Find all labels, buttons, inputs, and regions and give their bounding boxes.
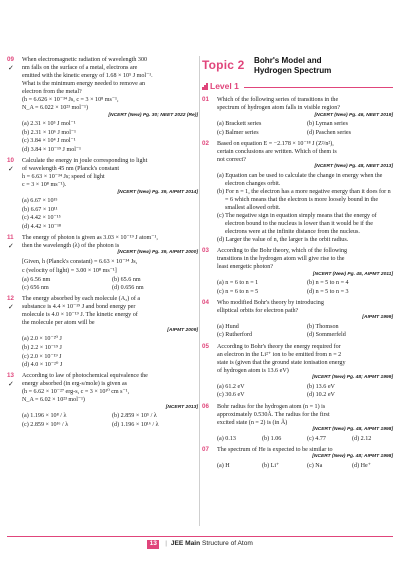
answer-option[interactable]: (a) H bbox=[217, 462, 230, 469]
level-bars-icon bbox=[202, 83, 208, 90]
answer-option[interactable]: (a) 2.0 × 10⁻²⁰ J bbox=[22, 336, 62, 343]
answer-option[interactable]: (d) 3.84 × 10⁻¹⁹ J mol⁻¹ bbox=[22, 146, 81, 153]
question-text-line: Based on equation E = −2.178 × 10⁻¹⁸ J (Z²/n²), bbox=[217, 140, 334, 147]
right-column bbox=[202, 56, 393, 473]
question-text-line: According to the Bohr theory, which of the following bbox=[217, 248, 348, 255]
question-text-line: excited state (n = 2) is (in Å) bbox=[217, 419, 288, 426]
answer-options bbox=[22, 412, 198, 429]
question bbox=[202, 403, 393, 443]
footer-separator: | bbox=[165, 540, 167, 547]
checkmark-icon: ✓ bbox=[8, 64, 14, 72]
topic-header bbox=[202, 56, 393, 78]
question-text-line: Which of the following series of transitions in the bbox=[217, 97, 339, 103]
question-number: 09 bbox=[7, 56, 14, 63]
answer-option[interactable]: (c) Rutherford bbox=[217, 332, 253, 339]
answer-options bbox=[22, 120, 198, 154]
right-questions bbox=[202, 96, 393, 470]
question bbox=[202, 446, 393, 470]
checkmark-icon: ✓ bbox=[8, 165, 14, 173]
answer-option[interactable]: (b) 65.6 nm bbox=[112, 276, 141, 283]
question-reference: [NCERT (New) Pg. 48, AIPMT 1998] bbox=[312, 427, 393, 433]
question bbox=[7, 56, 198, 154]
question bbox=[202, 299, 393, 340]
answer-options bbox=[217, 120, 393, 137]
answer-option[interactable]: (a) Equation can be used to calculate the change in energy when the electron changes orbit. bbox=[217, 172, 383, 187]
answer-options bbox=[217, 383, 393, 400]
column-divider bbox=[199, 56, 200, 526]
answer-options bbox=[217, 435, 393, 443]
answer-option[interactable]: (c) 2.0 × 10⁻¹⁹ J bbox=[22, 353, 62, 360]
answer-option[interactable]: (c) 656 nm bbox=[22, 285, 49, 292]
question-text-line: c = 3 × 10⁸ ms⁻¹). bbox=[22, 182, 67, 189]
question-number: 01 bbox=[202, 96, 209, 103]
question-text-line: spectrum of hydrogen atom falls in visible region? bbox=[217, 105, 341, 112]
question bbox=[7, 295, 198, 369]
answer-option[interactable]: (c) Balmer series bbox=[217, 129, 259, 136]
question-text-line: nm falls on the surface of a metal, electrons are bbox=[22, 65, 138, 72]
answer-option[interactable]: (d) 2.12 bbox=[352, 435, 372, 442]
question-text-line: molecule is 4.0 × 10⁻¹⁹ J. The kinetic energy of bbox=[22, 312, 138, 319]
question-text-line: N_A = 6.02 × 10²³ mol⁻¹) bbox=[22, 397, 85, 404]
question-text-line: approximately 0.530Å. The radius for the first bbox=[217, 411, 330, 418]
question-text-line: emitted with the kinetic energy of 1.68 × 10⁵ J mol⁻¹. bbox=[22, 73, 153, 80]
answer-option[interactable]: (d) 0.656 nm bbox=[112, 285, 144, 292]
question-text-line: elliptical orbits for electron path? bbox=[217, 307, 299, 314]
question-reference: [NCERT (New) Pg. 48; AIPMT 1998] bbox=[312, 454, 393, 460]
left-column bbox=[7, 56, 198, 432]
answer-option[interactable]: (c) 4.77 bbox=[307, 435, 326, 442]
answer-option[interactable]: (b) Lyman series bbox=[307, 121, 348, 128]
question-text-line: Who modified Bohr's theory by introducing bbox=[217, 299, 324, 306]
question-text-line: The energy of photon is given as 3.03 × 10⁻¹⁹ J atom⁻¹, bbox=[22, 234, 158, 241]
answer-option[interactable]: (b) Li⁺ bbox=[262, 462, 280, 469]
topic-title bbox=[254, 56, 331, 76]
question-reference: [NCERT 2013] bbox=[165, 404, 198, 410]
question-reference: [AIPMT 1999] bbox=[362, 315, 393, 321]
question bbox=[7, 234, 198, 292]
answer-option[interactable]: (c) n = 6 to n = 5 bbox=[217, 288, 259, 295]
question-text-line: (h = 6.626 × 10⁻³⁴ Js, c = 3 × 10⁸ ms⁻¹, bbox=[22, 97, 119, 104]
question-text-line: h = 6.63 × 10⁻³⁴ Js; speed of light bbox=[22, 174, 105, 181]
answer-option[interactable]: (b) 1.06 bbox=[262, 435, 282, 442]
question bbox=[7, 372, 198, 429]
question-given-line: [Given, h (Planck's constant) = 6.63 × 10⁻³⁴ Js, bbox=[22, 258, 138, 265]
question-text-line: certain conclusions are written. Which of them is bbox=[217, 148, 337, 155]
question-text-line: the molecule per atom will be bbox=[22, 320, 95, 327]
question-reference: [NCERT (New) Pg. 48, NEET 2013] bbox=[314, 164, 393, 170]
question-text-line: least energetic photon? bbox=[217, 264, 274, 271]
question-text-line: of wavelength 45 nm (Planck's constant bbox=[22, 166, 120, 173]
answer-options bbox=[217, 323, 393, 340]
question-reference: [NCERT (New) Pg. 39, AIPMT 2000] bbox=[117, 250, 198, 256]
answer-statements bbox=[217, 172, 393, 244]
question-number: 06 bbox=[202, 402, 209, 410]
answer-options bbox=[22, 335, 198, 369]
question bbox=[202, 96, 393, 137]
question-text-line: When electromagnetic radiation of wavelength 300 bbox=[22, 57, 148, 63]
question-reference: [NCERT (New) Pg. 30; NEET 2022 (Re)] bbox=[108, 112, 198, 118]
answer-option[interactable]: (c) 30.6 eV bbox=[217, 392, 245, 399]
answer-option[interactable]: (b) 2.31 × 10⁶ J mol⁻¹ bbox=[22, 129, 76, 136]
question-text-line: electron from the metal? bbox=[22, 89, 82, 96]
answer-option[interactable]: (b) n = 5 to n = 4 bbox=[307, 280, 349, 287]
answer-option[interactable]: (d) 10.2 eV bbox=[307, 392, 335, 399]
question-text-line: then the wavelength (λ) of the photon is bbox=[22, 242, 120, 249]
topic-title-line1: Bohr's Model and bbox=[254, 56, 322, 65]
question-text-line: transitions in the hydrogen atom will give rise to the bbox=[217, 256, 345, 263]
question-text-line: Calculate the energy in joule corresponding to light bbox=[22, 158, 148, 164]
chapter-title: Structure of Atom bbox=[201, 540, 253, 547]
answer-option[interactable]: (d) Sommerfeld bbox=[307, 332, 346, 339]
answer-option[interactable]: (b) 2.859 × 10⁵ / λ bbox=[112, 413, 157, 420]
question-number: 10 bbox=[7, 157, 14, 164]
question-number: 07 bbox=[202, 445, 209, 453]
answer-option[interactable]: (a) 2.31 × 10⁵ J mol⁻¹ bbox=[22, 121, 76, 128]
answer-option[interactable]: (a) 6.56 nm bbox=[22, 276, 51, 283]
answer-option[interactable]: (d) 4.42 × 10⁻¹⁸ bbox=[22, 223, 62, 230]
question bbox=[202, 140, 393, 244]
answer-option[interactable]: (a) Brackett series bbox=[217, 121, 262, 128]
answer-options bbox=[22, 197, 198, 231]
footer-rule bbox=[7, 536, 393, 537]
book-title: JEE Main bbox=[170, 540, 201, 547]
checkmark-icon: ✓ bbox=[8, 241, 14, 250]
answer-option[interactable]: (a) 1.196 × 10⁸ / λ bbox=[22, 413, 67, 420]
question-number: 13 bbox=[7, 372, 14, 380]
answer-option[interactable]: (c) The negative sign in equation simply means that the energy of electron bound to the nucleus is lower than it would be if the electrons were at the infinite distance from the nucleus. bbox=[217, 212, 377, 235]
answer-option[interactable]: (c) 3.84 × 10⁴ J mol⁻¹ bbox=[22, 138, 76, 145]
question-number: 02 bbox=[202, 139, 209, 147]
question bbox=[7, 157, 198, 231]
question-reference: [NCERT (New) Pg. 48; AIPMT 1999] bbox=[312, 375, 393, 381]
answer-option[interactable]: (a) 61.2 eV bbox=[217, 383, 245, 390]
question-number: 11 bbox=[7, 233, 14, 241]
question-text-line: The spectrum of He is expected to be similar to bbox=[217, 446, 333, 453]
question-given-line: c (velocity of light) = 3.00 × 10⁸ ms⁻¹] bbox=[22, 267, 117, 274]
level-label: Level 1 bbox=[210, 81, 239, 91]
answer-option[interactable]: (b) 2.2 × 10⁻¹⁹ J bbox=[22, 344, 62, 351]
question bbox=[202, 343, 393, 400]
answer-option[interactable]: (c) Na bbox=[307, 462, 323, 469]
level-header bbox=[202, 81, 393, 93]
answer-option[interactable]: (a) 6.67 × 10¹⁵ bbox=[22, 198, 58, 205]
answer-option[interactable]: (b) Thomson bbox=[307, 323, 339, 330]
question-text-line: What is the minimum energy needed to remove an bbox=[22, 81, 146, 88]
question-text-line: an electron in the Li²⁺ ion to be emitted from n = 2 bbox=[217, 351, 342, 358]
question-text-line: of hydrogen atom is 13.6 eV) bbox=[217, 367, 289, 374]
question-text-line: According to Bohr's theory the energy required for bbox=[217, 343, 341, 350]
answer-option[interactable]: (a) Hund bbox=[217, 323, 239, 330]
answer-option[interactable]: (d) He⁺ bbox=[352, 462, 371, 469]
topic-title-line2: Hydrogen Spectrum bbox=[254, 66, 332, 76]
answer-options bbox=[217, 462, 393, 470]
answer-option[interactable]: (b) For n = 1, the electron has a more negative energy than it does for n = 6 which means that the electron is more loosely bound in the smallest allowed orbit. bbox=[217, 188, 391, 211]
question-reference: [NCERT (New) Pg. 39, AIPMT 2014] bbox=[117, 189, 198, 195]
answer-option[interactable]: (c) 2.859 × 10¹⁶ / λ bbox=[22, 421, 69, 428]
answer-option[interactable]: (c) 4.42 × 10⁻¹⁵ bbox=[22, 215, 61, 222]
page-footer bbox=[0, 540, 400, 552]
question-text-line: state is (given that the ground state ionisation energy bbox=[217, 359, 346, 366]
checkmark-icon: ✓ bbox=[8, 303, 14, 312]
answer-option[interactable]: (d) Paschen series bbox=[307, 129, 351, 136]
topic-tag: Topic 2 bbox=[202, 58, 245, 72]
question-reference: [NCERT (New) Pg. 46, NEET 2019] bbox=[314, 112, 393, 118]
question-text-line: not correct? bbox=[217, 156, 246, 163]
question-text-line: energy absorbed (in erg-s/mole) is given as bbox=[22, 381, 128, 388]
answer-option[interactable]: (d) 4.0 × 10⁻²⁰ J bbox=[22, 362, 63, 369]
page-number: 13 bbox=[147, 540, 159, 549]
question bbox=[202, 247, 393, 296]
answer-options bbox=[217, 279, 393, 296]
answer-option[interactable]: (d) n = 5 to n = 3 bbox=[307, 288, 349, 295]
question-reference: [AIPMT 2009] bbox=[167, 327, 198, 333]
question-text-line: N_A = 6.022 × 10²³ mol⁻¹) bbox=[22, 105, 89, 112]
question-text-line: The energy absorbed by each molecule (A₂) of a bbox=[22, 296, 141, 303]
answer-option[interactable]: (b) 13.6 eV bbox=[307, 383, 335, 390]
question-text-line: According to law of photochemical equivalence the bbox=[22, 373, 148, 380]
checkmark-icon: ✓ bbox=[8, 380, 14, 389]
question-reference: [NCERT (New) Pg. 45, AIPMT 2011] bbox=[312, 271, 393, 277]
answer-option[interactable]: (b) 6.67 × 10¹¹ bbox=[22, 206, 58, 213]
answer-option[interactable]: (a) n = 6 to n = 1 bbox=[217, 280, 259, 287]
question-number: 03 bbox=[202, 247, 209, 255]
answer-option[interactable]: (d) Larger the value of n, the larger is the orbit radius. bbox=[217, 236, 349, 243]
level-rule bbox=[244, 87, 393, 88]
question-text-line: (h = 6.62 × 10⁻²⁷ erg-s, c = 3 × 10¹⁰ cm s⁻¹, bbox=[22, 389, 130, 396]
question-text-line: Bohr radius for the hydrogen atom (n = 1) is bbox=[217, 403, 326, 410]
answer-option[interactable]: (a) 0.13 bbox=[217, 435, 236, 442]
question-number: 12 bbox=[7, 295, 14, 303]
question-text-line: substance is 4.4 × 10⁻¹⁹ J and bond energy per bbox=[22, 304, 136, 311]
answer-option[interactable]: (d) 1.196 × 10¹⁶ / λ bbox=[112, 421, 159, 428]
answer-options bbox=[22, 276, 198, 293]
question-number: 05 bbox=[202, 342, 209, 350]
question-number: 04 bbox=[202, 298, 209, 306]
